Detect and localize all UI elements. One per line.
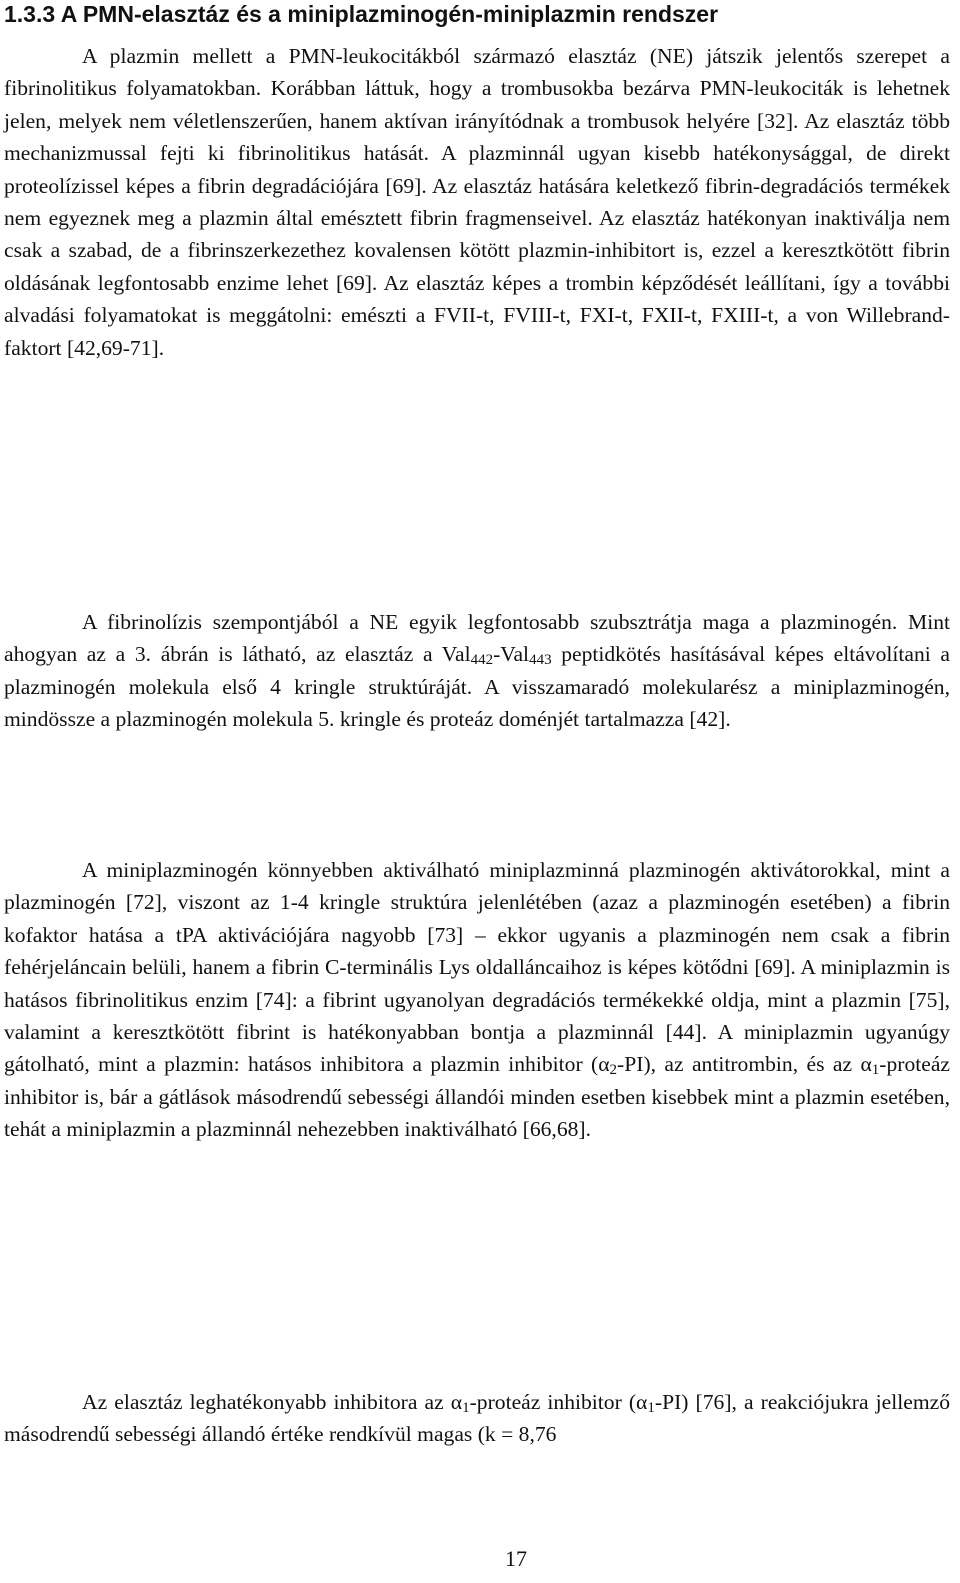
paragraph: A fibrinolízis szempontjából a NE egyik legfontosabb szubsztrátja maga a plazminogén. Mint ahogyan az a 3. ábrán is látható, az elasztáz a Val$_{442}$-Val$_{443}$ peptidkötés hasításával képes eltávolítani a plazminogén molekula első 4 kringle struktúráját. A visszamaradó molekularész a miniplazminogén, mindössze a plazminogén molekula 5. kringle és proteáz doménjét tartalmazza [42].: [4, 610, 950, 732]
paragraph: A miniplazminogén könnyebben aktiválható miniplazminná plazminogén aktivátorokkal, mint a plazminogén [72], viszont az 1-4 kringle struktúra jelenlétében (azaz a plazminogén esetében) a fibrin kofaktor hatása a tPA aktivációjára nagyobb [73] – ekkor ugyanis a plazminogén nem csak a fibrin fehérjeláncain belüli, hanem a fibrin C-terminális Lys oldalláncaihoz is képes kötődni [69]. A miniplazmin is hatásos fibrinolitikus enzim [74]: a fibrint ugyanolyan degradációs termékekké oldja, mint a plazmin [75], valamint a keresztkötött fibrint is hatékonyabban bontja a plazminnál [44]. A miniplazmin ugyanúgy gátolható, mint a plazmin: hatásos inhibitora a plazmin inhibitor $(\alpha_2-PI)$, az antitrombin, és az $\alpha_1$-proteáz inhibitor is, bár a gátlások másodrendű sebességi állandói minden esetben kisebbek mint a plazmin esetében, tehát a miniplazmin a plazminnál nehezebben inaktiválható [66,68].: [4, 858, 950, 1142]
paragraph: Az elasztáz leghatékonyabb inhibitora az $\alpha_1$-proteáz inhibitor $(\alpha_1-PI)$ [76], a reakciójukra jellemző másodrendű sebességi állandó értéke rendkívül magas (k = 8,76: [4, 1390, 951, 1447]
page-number: 17: [505, 1546, 527, 1571]
subscript: 1: [647, 1400, 655, 1416]
subscript: 443: [529, 652, 552, 669]
paragraph: A plazmin mellett a PMN-leukocitákból származó elasztáz (NE) játszik jelentős szerepet a fibrinolitikus folyamatokban. Korábban láttuk, hogy a trombusokba bezárva PMN-leukociták is lehetnek jelen, melyek nem véletlenszerűen, hanem aktívan irányítódnak a trombusok helyére [32]. Az elasztáz több mechanizmussal fejti ki fibrinolitikus hatását. A plazminnál ugyan kisebb hatékonysággal, de direkt proteolízissel képes a fibrin degradációjára [69]. Az elasztáz hatására keletkező fibrin-degradációs termékek nem egyeznek meg a plazmin által emésztett fibrin fragmenseivel. Az elasztáz hatékonyan inaktiválja nem csak a szabad, de a fibrinszerkezethez kovalensen kötött plazmin-inhibitort is, ezzel a keresztkötött fibrin oldásának legfontosabb enzime lehet [69]. Az elasztáz képes a trombin képződését leállítani, így a további alvadási folyamatokat is meggátolni: emészti a FVII-t, FVIII-t, FXI-t, FXII-t, FXIII-t, a von Willebrand-faktort [42,69-71].: [4, 44, 950, 360]
subscript: 1: [462, 1400, 470, 1416]
subscript: 1: [871, 1062, 880, 1079]
subscript: 442: [470, 652, 494, 669]
subscript: 2: [609, 1062, 618, 1079]
section-heading: 1.3.3 A PMN-elasztáz és a miniplazminogén-miniplazmin rendszer: [4, 1, 719, 27]
